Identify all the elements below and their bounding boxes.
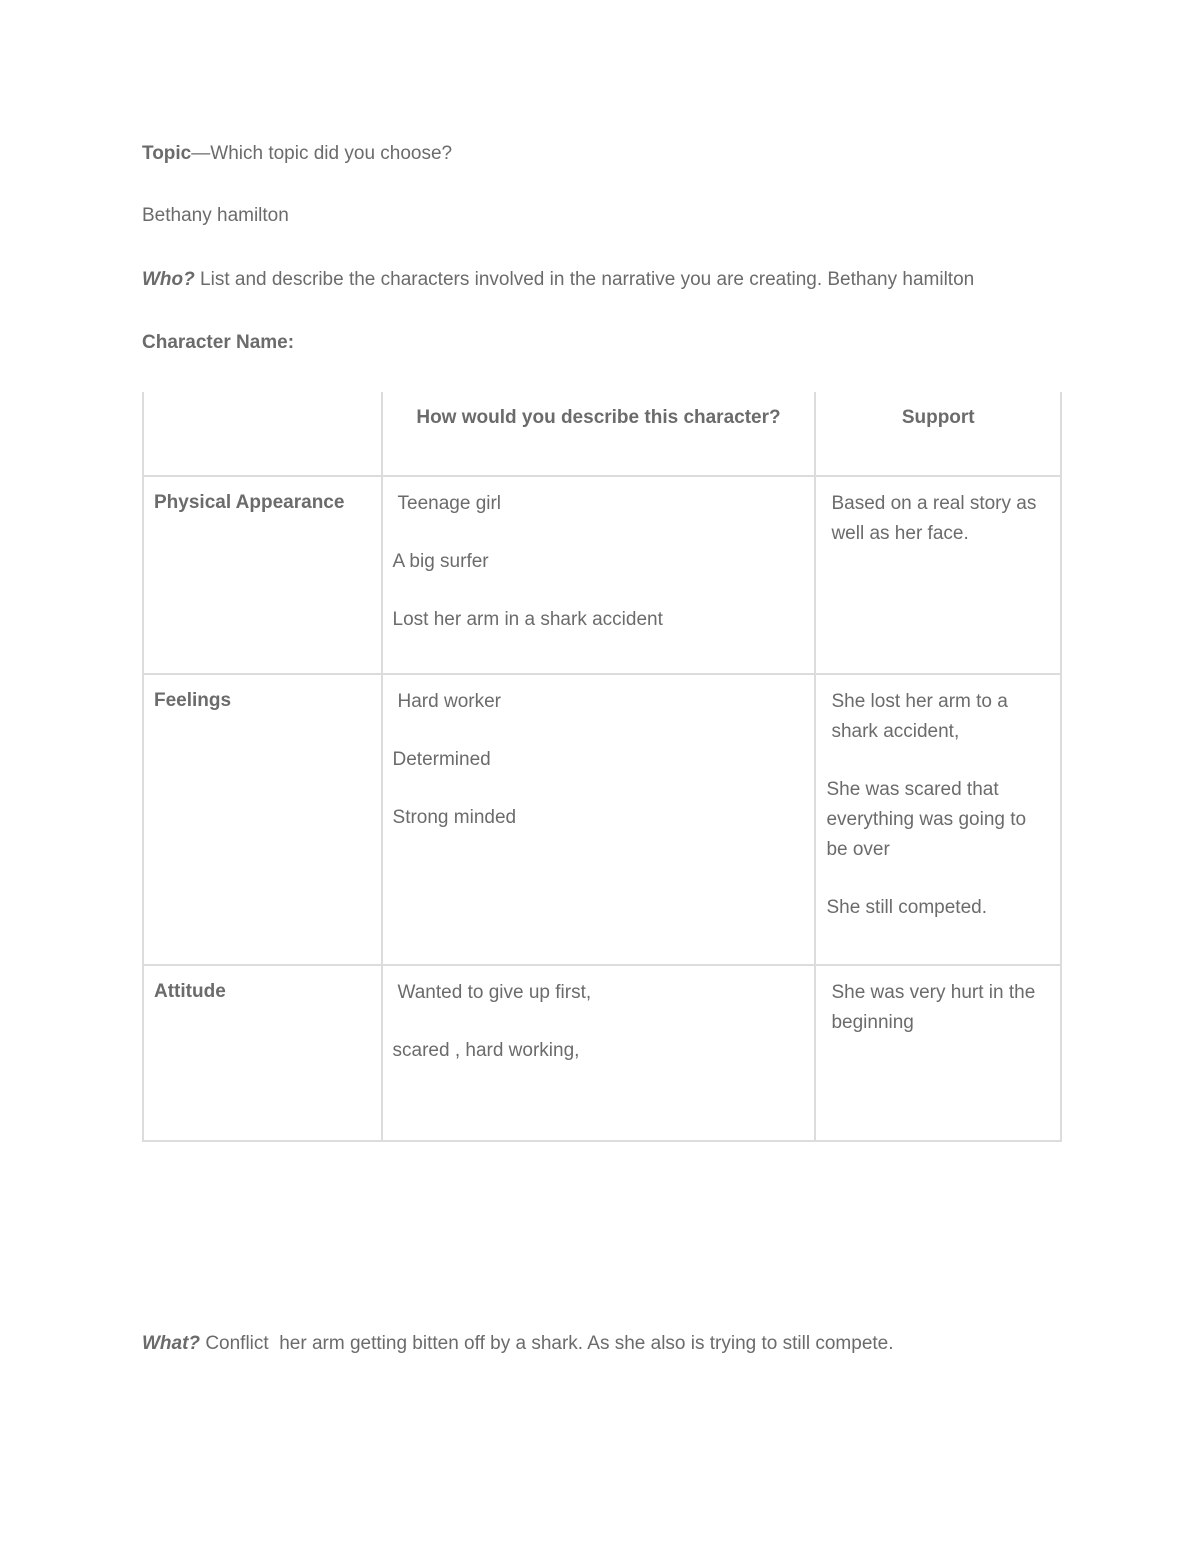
topic-line bbox=[142, 142, 452, 166]
description-entry: scared , hard working, bbox=[392, 1040, 580, 1061]
row-label-cell bbox=[143, 476, 382, 674]
character-table bbox=[142, 392, 1062, 1142]
support-entry: She was very hurt in the beginning bbox=[831, 982, 1036, 1033]
what-text: Conflict her arm getting bitten off by a shark. As she also is trying to still compete. bbox=[200, 1333, 894, 1354]
table-row-attitude bbox=[143, 965, 1061, 1141]
topic-label: Topic bbox=[142, 143, 192, 164]
row-label-cell bbox=[143, 965, 382, 1141]
row-label: Physical Appearance bbox=[154, 492, 345, 513]
description-entry: Teenage girl bbox=[397, 493, 502, 514]
description-entry: Wanted to give up first, bbox=[397, 982, 592, 1003]
who-line bbox=[142, 268, 974, 292]
table-header-row bbox=[143, 392, 1061, 476]
row-label: Feelings bbox=[154, 690, 232, 711]
row-label: Attitude bbox=[154, 981, 226, 1002]
description-entry: Determined bbox=[392, 749, 491, 770]
description-entry: Strong minded bbox=[392, 807, 517, 828]
what-line bbox=[142, 1332, 894, 1356]
table-header-description bbox=[382, 392, 816, 476]
support-cell bbox=[815, 476, 1061, 674]
table-header-support bbox=[815, 392, 1061, 476]
who-text: List and describe the characters involved in the narrative you are creating. Bethany hamilton bbox=[194, 269, 975, 290]
description-entry: Hard worker bbox=[397, 691, 501, 712]
support-cell bbox=[815, 674, 1061, 965]
character-name-label: Character Name: bbox=[142, 332, 295, 353]
support-entry: She lost her arm to a shark accident, bbox=[831, 691, 1008, 742]
header-description-text: How would you describe this character? bbox=[416, 407, 781, 428]
table-row-feelings bbox=[143, 674, 1061, 965]
description-cell bbox=[382, 476, 816, 674]
header-support-text: Support bbox=[901, 407, 975, 428]
support-cell bbox=[815, 965, 1061, 1141]
what-label: What? bbox=[142, 1333, 201, 1354]
support-entry: She was scared that everything was going to be over bbox=[826, 779, 1027, 860]
description-cell bbox=[382, 965, 816, 1141]
table-row-physical-appearance bbox=[143, 476, 1061, 674]
description-entry: Lost her arm in a shark accident bbox=[392, 609, 663, 630]
topic-prompt: —Which topic did you choose? bbox=[191, 143, 453, 164]
topic-answer: Bethany hamilton bbox=[142, 205, 289, 226]
table-header-empty bbox=[143, 392, 382, 476]
row-label-cell bbox=[143, 674, 382, 965]
description-entry: A big surfer bbox=[392, 551, 489, 572]
who-label: Who? bbox=[142, 269, 195, 290]
support-entry: Based on a real story as well as her face. bbox=[831, 493, 1037, 544]
support-entry: She still competed. bbox=[826, 897, 987, 918]
description-cell bbox=[382, 674, 816, 965]
